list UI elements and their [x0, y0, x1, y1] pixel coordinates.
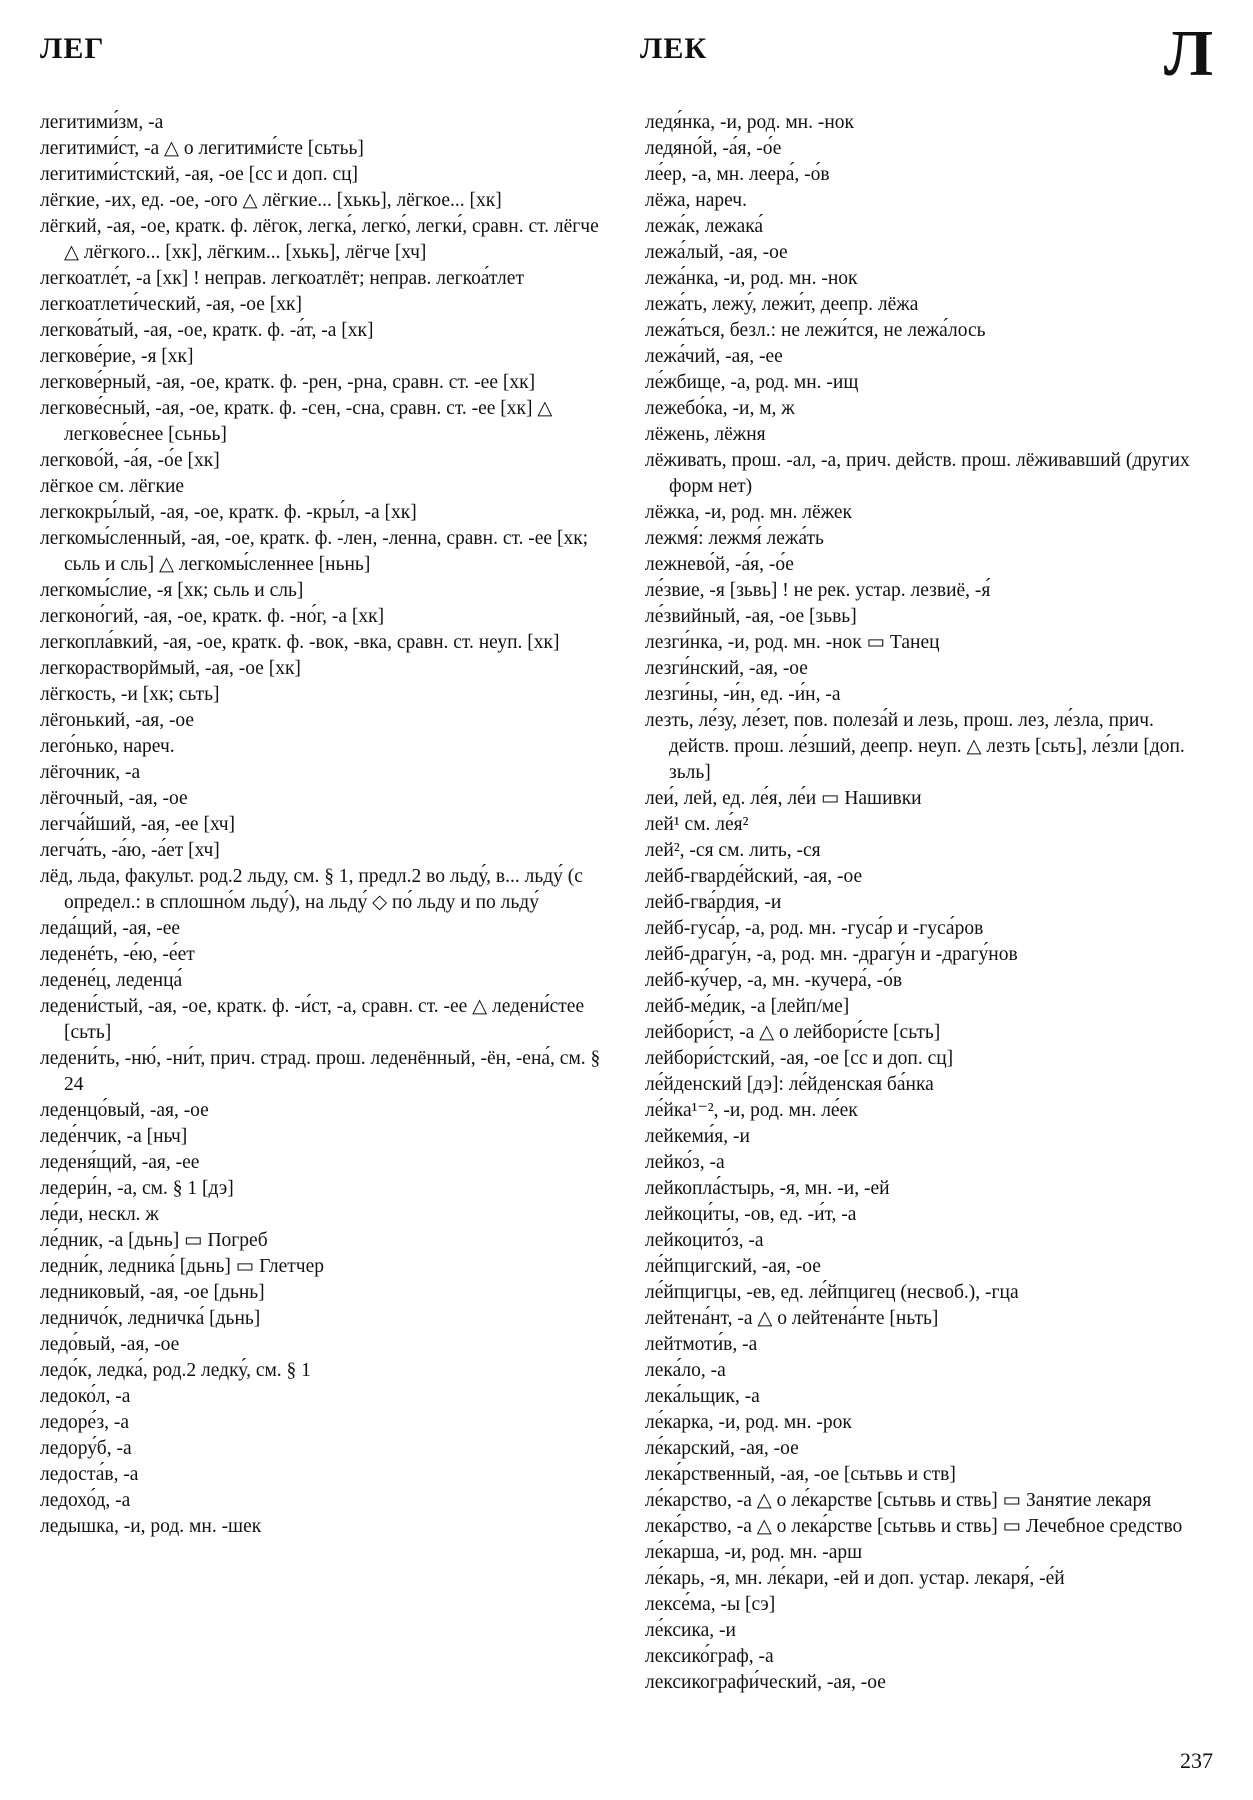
- dictionary-entry: ледору́б, -а: [40, 1438, 132, 1459]
- dictionary-entry: ле́карка, -и, род. мн. -рок: [645, 1412, 852, 1433]
- dictionary-entry: ле́карский, -ая, -ое: [645, 1438, 799, 1459]
- dictionary-entry: легкова́тый, -ая, -ое, кратк. ф. -а́т, -а [хк]: [40, 320, 374, 341]
- dictionary-entry: ле́йка¹⁻², -и, род. мн. ле́ек: [645, 1100, 858, 1121]
- dictionary-entry: ледени́стый, -ая, -ое, кратк. ф. -и́ст, -а, сравн. ст. -ее △ ледени́стее [сьть]: [40, 996, 585, 1043]
- dictionary-entry: лежнево́й, -а́я, -о́е: [645, 554, 794, 575]
- dictionary-entry: лежа́лый, -ая, -ое: [645, 242, 788, 263]
- dictionary-entry: лека́рство, -а △ о лека́рстве [сьтьвь и ствь] ▭ Лечебное средство: [645, 1516, 1183, 1537]
- dictionary-entry: лейб-ме́дик, -а [лейп/ме]: [645, 996, 850, 1017]
- dictionary-entry: лежа́ть, лежу́, лежи́т, деепр. лёжа: [645, 294, 919, 315]
- dictionary-entry: легкове́сный, -ая, -ое, кратк. ф. -сен, -сна, сравн. ст. -ее [хк] △ легкове́снее [сьньь]: [40, 398, 553, 445]
- dictionary-entry: ледоко́л, -а: [40, 1386, 131, 1407]
- dictionary-entry: легкоатлети́ческий, -ая, -ое [хк]: [40, 294, 302, 315]
- dictionary-entry: ледо́вый, -ая, -ое: [40, 1334, 180, 1355]
- dictionary-entry: легкове́рный, -ая, -ое, кратк. ф. -рен, -рна, сравн. ст. -ее [хк]: [40, 372, 536, 393]
- section-letter: Л: [1163, 17, 1213, 90]
- dictionary-entry: ле́ксика, -и: [645, 1620, 736, 1641]
- dictionary-entry: ле́йденский [дэ]: ле́йденская ба́нка: [645, 1074, 934, 1095]
- dictionary-entry: лёжень, лёжня: [645, 424, 766, 445]
- dictionary-entry: лежебо́ка, -и, м, ж: [645, 398, 795, 419]
- dictionary-entry: лейб-драгу́н, -а, род. мн. -драгу́н и -драгу́нов: [645, 944, 1018, 965]
- dictionary-entry: лежа́чий, -ая, -ее: [645, 346, 783, 367]
- dictionary-entry: леде́нчик, -а [ньч]: [40, 1126, 188, 1147]
- dictionary-entry: лёд, льда, факульт. род.2 льду, см. § 1, предл.2 во льду́, в... льду́ (с определ.: в сплошно́м льду́), на льду́ ◇ по́ льду и по льду́: [40, 866, 583, 913]
- page-number: 237: [1180, 1748, 1213, 1773]
- dictionary-entry: ледохо́д, -а: [40, 1490, 131, 1511]
- dictionary-entry: лёгонький, -ая, -ое: [40, 710, 195, 731]
- dictionary-entry: лёгкое см. лёгкие: [40, 476, 185, 497]
- dictionary-entry: легитими́зм, -а: [40, 112, 164, 133]
- dictionary-entry: лека́рственный, -ая, -ое [сьтьвь и ств]: [645, 1464, 956, 1485]
- dictionary-entry: лексико́граф, -а: [645, 1646, 774, 1667]
- dictionary-entry: лека́льщик, -а: [645, 1386, 760, 1407]
- dictionary-entry: лексе́ма, -ы [сэ]: [645, 1594, 776, 1615]
- dictionary-entry: лейбори́стский, -ая, -ое [сс и доп. сц]: [645, 1048, 954, 1069]
- dictionary-entry: ле́ер, -а, мн. леера́, -о́в: [645, 164, 830, 185]
- dictionary-entry: лейтена́нт, -а △ о лейтена́нте [ньть]: [645, 1308, 939, 1329]
- dictionary-entry: лежмя́: лежмя́ лежа́ть: [645, 528, 824, 549]
- dictionary-entry: легча́ть, -а́ю, -а́ет [хч]: [40, 840, 220, 861]
- dictionary-entry: легкорастворймый, -ая, -ое [хк]: [40, 658, 301, 679]
- dictionary-entry: ледоста́в, -а: [40, 1464, 139, 1485]
- dictionary-entry: ледничо́к, ледничка́ [дьнь]: [40, 1308, 261, 1329]
- dictionary-entry: легча́йший, -ая, -ее [хч]: [40, 814, 236, 835]
- dictionary-entry: ледни́к, ледника́ [дьнь] ▭ Глетчер: [40, 1256, 325, 1277]
- dictionary-entry: лейкопла́стырь, -я, мн. -и, -ей: [645, 1178, 890, 1199]
- dictionary-entry: легкомы́слие, -я [хк; сьль и сль]: [40, 580, 304, 601]
- dictionary-entry: легково́й, -а́я, -о́е [хк]: [40, 450, 220, 471]
- dictionary-entry: лейб-гуса́р, -а, род. мн. -гуса́р и -гуса́ров: [645, 918, 984, 939]
- dictionary-entry: ле́карство, -а △ о ле́карстве [сьтьвь и ствь] ▭ Занятие лекаря: [645, 1490, 1152, 1511]
- dictionary-entry: ледоре́з, -а: [40, 1412, 130, 1433]
- page-header: [0, 17, 1253, 92]
- dictionary-entry: ледышка, -и, род. мн. -шек: [40, 1516, 262, 1537]
- dictionary-entry: леда́щий, -ая, -ее: [40, 918, 181, 939]
- dictionary-entry: ле́карша, -и, род. мн. -арш: [645, 1542, 863, 1563]
- dictionary-entry: лека́ло, -а: [645, 1360, 726, 1381]
- dictionary-entry: легкомы́сленный, -ая, -ое, кратк. ф. -лен, -ленна, сравн. ст. -ее [хк; сьль и сль] △ легкомы́сленнее [ньнь]: [40, 528, 589, 575]
- dictionary-entry: лейбори́ст, -а △ о лейбори́сте [сьть]: [645, 1022, 941, 1043]
- dictionary-entry: лёгкость, -и [хк; сьть]: [40, 684, 220, 705]
- dictionary-entry: легкове́рие, -я [хк]: [40, 346, 194, 367]
- dictionary-entry: лёжа, нареч.: [645, 190, 747, 211]
- dictionary-entry: ле́звийный, -ая, -ое [зьвь]: [645, 606, 857, 627]
- dictionary-entry: ледо́к, ледка́, род.2 ледку́, см. § 1: [40, 1360, 311, 1381]
- dictionary-entry: легитими́стский, -ая, -ое [сс и доп. сц]: [40, 164, 359, 185]
- dictionary-entry: лёгкий, -ая, -ое, кратк. ф. лёгок, легка́, легко́, легки́, сравн. ст. лёгче △ лёгкого... [хк], лёгким... [хькь], лёгче [хч]: [40, 216, 599, 263]
- dictionary-entry: леденéть, -е́ю, -е́ет: [40, 944, 195, 965]
- dictionary-entry: лежа́нка, -и, род. мн. -нок: [645, 268, 858, 289]
- dictionary-entry: легконо́гий, -ая, -ое, кратк. ф. -но́г, -а [хк]: [40, 606, 385, 627]
- right-column: [645, 110, 1215, 1696]
- dictionary-entry: ледери́н, -а, см. § 1 [дэ]: [40, 1178, 234, 1199]
- dictionary-entry: легитими́ст, -а △ о легитими́сте [сьтьь]: [40, 138, 364, 159]
- dictionary-entry: лего́нько, нареч.: [40, 736, 175, 757]
- dictionary-entry: лей², -ся см. лить, -ся: [645, 840, 821, 861]
- dictionary-entry: ледниковый, -ая, -ое [дьнь]: [40, 1282, 265, 1303]
- dictionary-entry: лейкеми́я, -и: [645, 1126, 750, 1147]
- dictionary-entry: легкопла́вкий, -ая, -ое, кратк. ф. -вок, -вка, сравн. ст. неуп. [хк]: [40, 632, 560, 653]
- dictionary-entry: лёжка, -и, род. мн. лёжек: [645, 502, 852, 523]
- dictionary-entry: лейкоци́ты, -ов, ед. -и́т, -а: [645, 1204, 857, 1225]
- dictionary-entry: лёживать, прош. -ал, -а, прич. действ. прош. лёживавший (других форм нет): [645, 450, 1190, 497]
- dictionary-entry: ле́дник, -а [дьнь] ▭ Погреб: [40, 1230, 268, 1251]
- dictionary-entry: ледяно́й, -а́я, -о́е: [645, 138, 782, 159]
- dictionary-entry: ле́звие, -я [зьвь] ! не рек. устар. лезвиё, -я́: [645, 580, 991, 601]
- dictionary-entry: ле́жбище, -а, род. мн. -ищ: [645, 372, 859, 393]
- dictionary-entry: легкоатле́т, -а [хк] ! неправ. легкоатлёт; неправ. легкоа́тлет: [40, 268, 524, 289]
- dictionary-entry: ледя́нка, -и, род. мн. -нок: [645, 112, 855, 133]
- dictionary-entry: лежа́ться, безл.: не лежи́тся, не лежа́лось: [645, 320, 986, 341]
- left-running-head: ЛЕГ: [40, 32, 105, 65]
- dictionary-entry: лейб-гва́рдия, -и: [645, 892, 782, 913]
- dictionary-entry: лейтмоти́в, -а: [645, 1334, 758, 1355]
- dictionary-entry: лейб-ку́чер, -а, мн. -кучера́, -о́в: [645, 970, 903, 991]
- dictionary-entry: лежа́к, лежака́: [645, 216, 764, 237]
- dictionary-entry: лезги́нский, -ая, -ое: [645, 658, 808, 679]
- dictionary-entry: лейко́з, -а: [645, 1152, 725, 1173]
- dictionary-entry: леденя́щий, -ая, -ее: [40, 1152, 200, 1173]
- dictionary-entry: лёгочный, -ая, -ое: [40, 788, 188, 809]
- dictionary-entry: ле́йпцигцы, -ев, ед. ле́йпцигец (несвоб.), -гца: [645, 1282, 1019, 1303]
- dictionary-entry: ле́йпцигский, -ая, -ое: [645, 1256, 821, 1277]
- dictionary-entry: ледени́ть, -ню́, -ни́т, прич. страд. прош. леденённый, -ён, -ена́, см. § 24: [40, 1048, 601, 1095]
- dictionary-entry: ле́ди, нескл. ж: [40, 1204, 159, 1225]
- dictionary-entry: лей¹ см. ле́я²: [645, 814, 749, 835]
- dictionary-entry: ле́карь, -я, мн. ле́кари, -ей и доп. устар. лекаря́, -е́й: [645, 1568, 1065, 1589]
- dictionary-entry: лейкоцито́з, -а: [645, 1230, 764, 1251]
- left-column: [40, 110, 615, 1540]
- dictionary-entry: легкокры́лый, -ая, -ое, кратк. ф. -кры́л, -а [хк]: [40, 502, 417, 523]
- dictionary-entry: леденцо́вый, -ая, -ое: [40, 1100, 209, 1121]
- dictionary-entry: ледене́ц, леденца́: [40, 970, 183, 991]
- dictionary-entry: лёгочник, -а: [40, 762, 141, 783]
- right-running-head: ЛЕК: [640, 32, 708, 65]
- dictionary-entry: лезть, ле́зу, ле́зет, пов. полеза́й и лезь, прош. лез, ле́зла, прич. действ. прош. ле́зший, деепр. неуп. △ лезть [сьть], ле́зли [доп. зьль]: [645, 710, 1185, 783]
- dictionary-entry: лёгкие, -их, ед. -ое, -ого △ лёгкие... [хькь], лёгкое... [хк]: [40, 190, 502, 211]
- dictionary-entry: лезги́ны, -и́н, ед. -и́н, -а: [645, 684, 841, 705]
- dictionary-entry: леи́, лей, ед. ле́я, ле́и ▭ Нашивки: [645, 788, 922, 809]
- dictionary-entry: лейб-гварде́йский, -ая, -ое: [645, 866, 863, 887]
- dictionary-entry: лексикографи́ческий, -ая, -ое: [645, 1672, 886, 1693]
- dictionary-entry: лезги́нка, -и, род. мн. -нок ▭ Танец: [645, 632, 940, 653]
